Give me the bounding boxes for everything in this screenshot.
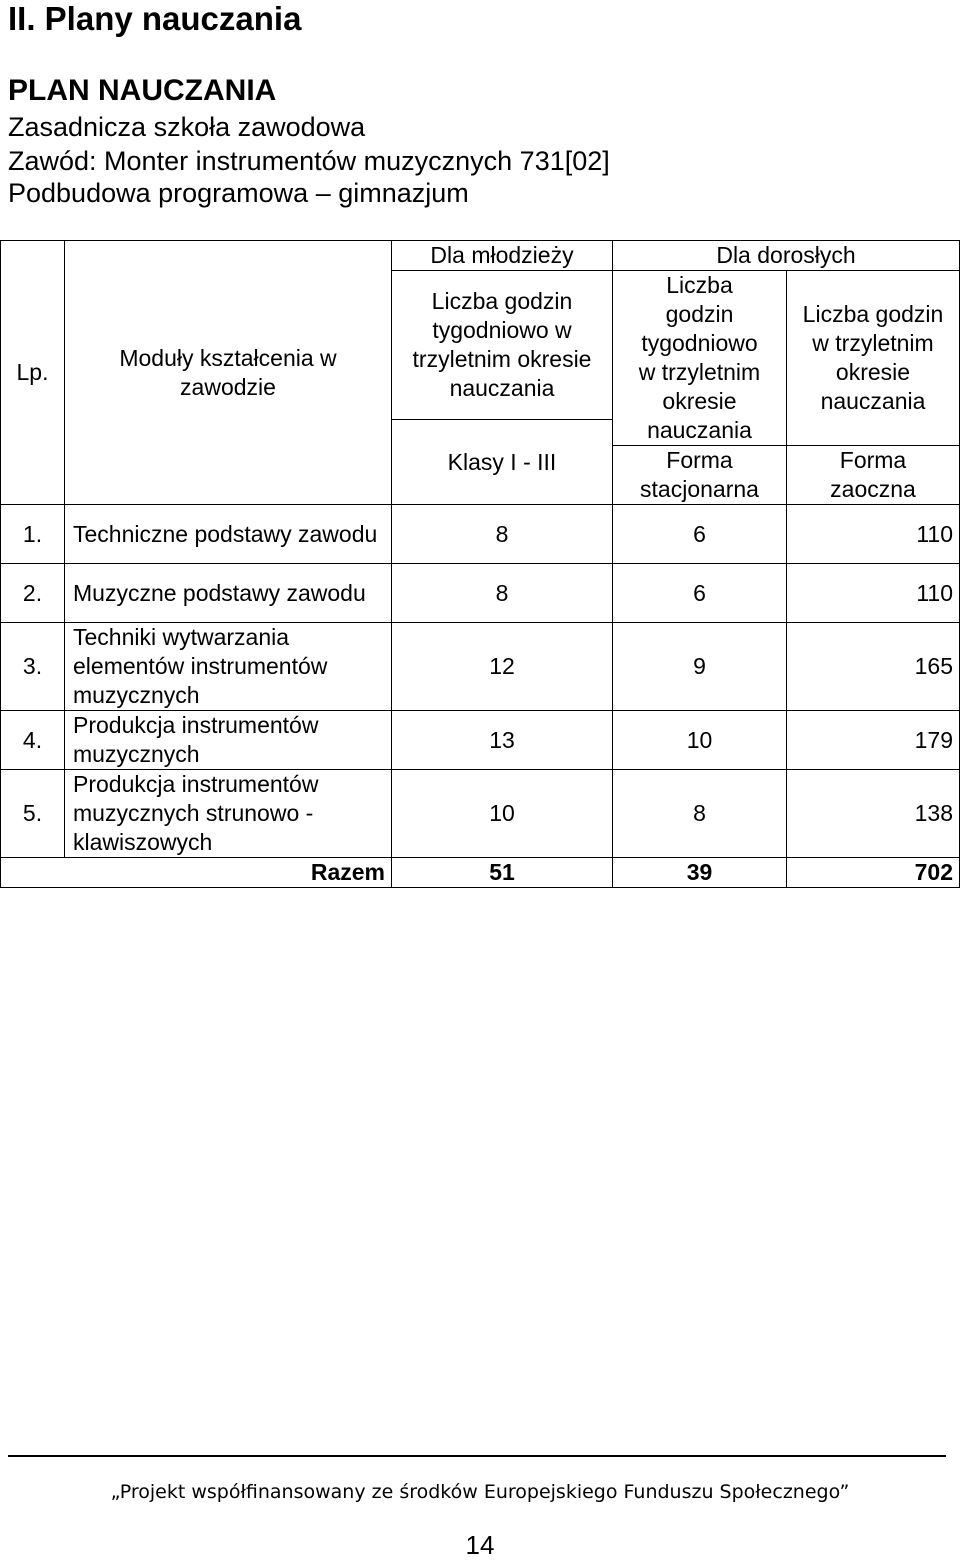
page-number: 14 — [465, 1530, 495, 1560]
header-classes: Klasy I - III — [392, 420, 613, 505]
row-module: Produkcja instrumentów muzycznych strunowo - klawiszowych — [65, 770, 392, 858]
row-youth-hours: 8 — [392, 505, 613, 564]
header-youth: Dla młodzieży — [392, 241, 613, 271]
header-extramural: Forma zaoczna — [787, 446, 960, 505]
table-row — [1, 711, 960, 770]
row-lp: 2. — [1, 564, 65, 623]
table-row — [1, 564, 960, 623]
row-lp: 1. — [1, 505, 65, 564]
row-youth-hours: 13 — [392, 711, 613, 770]
program-basis: Podbudowa programowa – gimnazjum — [8, 178, 469, 208]
table-row — [1, 770, 960, 858]
school-type: Zasadnicza szkoła zawodowa — [8, 112, 366, 142]
header-adults-weekly-hours: Liczba godzin tygodniowo w trzyletnim okresie nauczania — [613, 271, 787, 446]
row-module: Produkcja instrumentów muzycznych — [65, 711, 392, 770]
row-module: Techniki wytwarzania elementów instrumentów muzycznych — [65, 623, 392, 711]
header-stationary: Forma stacjonarna — [613, 446, 787, 505]
total-label: Razem — [1, 858, 392, 888]
total-row — [1, 858, 960, 888]
teaching-plan-table — [0, 240, 960, 888]
header-adults-total-hours: Liczba godzin w trzyletnim okresie nauczania — [787, 271, 960, 446]
row-stationary-hours: 9 — [613, 623, 787, 711]
header-adults: Dla dorosłych — [613, 241, 960, 271]
row-stationary-hours: 8 — [613, 770, 787, 858]
row-lp: 5. — [1, 770, 65, 858]
total-extramural-hours: 702 — [787, 858, 960, 888]
row-stationary-hours: 6 — [613, 505, 787, 564]
total-stationary-hours: 39 — [613, 858, 787, 888]
row-stationary-hours: 10 — [613, 711, 787, 770]
footer-divider — [8, 1455, 946, 1457]
row-extramural-hours: 138 — [787, 770, 960, 858]
header-modules: Moduły kształcenia w zawodzie — [65, 241, 392, 505]
row-youth-hours: 10 — [392, 770, 613, 858]
row-youth-hours: 12 — [392, 623, 613, 711]
footer-text: „Projekt współfinansowany ze środków Europejskiego Funduszu Społecznego” — [110, 1481, 850, 1503]
section-title: II. Plany nauczania — [8, 0, 302, 37]
row-lp: 3. — [1, 623, 65, 711]
row-module: Muzyczne podstawy zawodu — [65, 564, 392, 623]
row-module: Techniczne podstawy zawodu — [65, 505, 392, 564]
table-row — [1, 623, 960, 711]
profession: Zawód: Monter instrumentów muzycznych 731[02] — [8, 146, 610, 176]
row-youth-hours: 8 — [392, 564, 613, 623]
total-youth-hours: 51 — [392, 858, 613, 888]
table-row — [1, 505, 960, 564]
row-stationary-hours: 6 — [613, 564, 787, 623]
row-extramural-hours: 110 — [787, 505, 960, 564]
row-lp: 4. — [1, 711, 65, 770]
row-extramural-hours: 179 — [787, 711, 960, 770]
plan-title: PLAN NAUCZANIA — [8, 74, 277, 107]
header-youth-hours: Liczba godzin tygodniowo w trzyletnim okresie nauczania — [392, 271, 613, 420]
row-extramural-hours: 165 — [787, 623, 960, 711]
row-extramural-hours: 110 — [787, 564, 960, 623]
header-lp: Lp. — [1, 241, 65, 505]
